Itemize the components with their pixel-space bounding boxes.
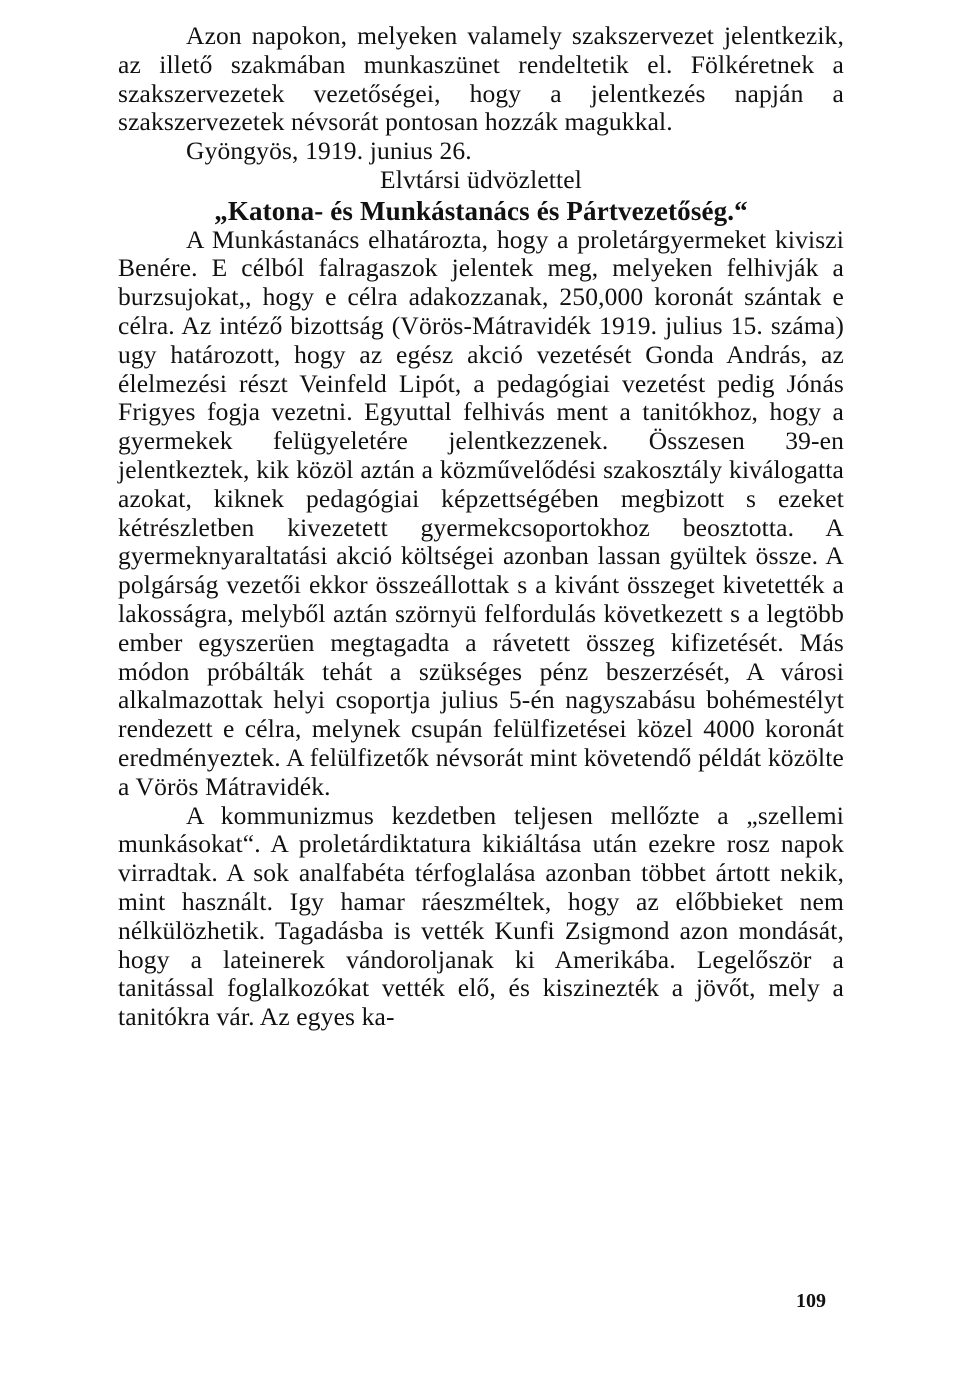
place-and-date: Gyöngyös, 1919. junius 26. — [186, 136, 472, 166]
page-number: 109 — [796, 1290, 826, 1312]
signature-heading: „Katona- és Munkástanács és Pártvezetőség.“ — [214, 195, 748, 226]
paragraph-children-holiday: A Munkástanács elhatározta, hogy a proletárgyermeket kiviszi Benére. E célból falragaszok jelentek meg, melyeken felhivják a burzsujokat,, hogy e célra adakozzanak, 250,000 koronát szántak e célra. Az intéző bizottság (Vörös-Mátravidék 1919. julius 15. száma) ugy határozott, hogy az egész akció vezetését Gonda András, az élelmezési részt Veinfeld Lipót, a pedagógiai vezetést pedig Jónás Frigyes fogja vezetni. Egyuttal felhivás ment a tanitókhoz, hogy a gyermekek felügyeletére jelentkezzenek. Összesen 39-en jelentkeztek, kik közöl aztán a közművelődési szakosztály kiválogatta azokat, kiknek pedagógiai képzettségében megbizott s ezeket kétrészletben kivezetett gyermekcsoportokhoz beosztotta. A gyermeknyaraltatási akció költségei azonban lassan gyültek össze. A polgárság vezetői ekkor összeállottak s a kivánt összeget kivetették a lakosságra, melyből aztán szörnyü felfordulás következett s a legtöbb ember egyszerüen megtagadta a rávetett összeg kifizetését. Más módon próbálták tehát a szükséges pénz beszerzését, A városi alkalmazottak helyi csoportja julius 5-én nagyszabásu bohémestélyt rendezett e célra, melynek csupán felülfizetései közel 4000 koronát eredményeztek. A felülfizetők névsorát mint követendő példát közölte a Vörös Mátravidék. — [118, 224, 844, 801]
paragraph-intellectual-workers: A kommunizmus kezdetben teljesen mellőzte a „szellemi munkásokat“. A proletárdiktatura kikiáltása után ezekre rosz napok virradtak. A sok analfabéta térfoglalása azonban többet ártott nekik, mint használt. Igy hamar ráeszméltek, hogy az előbbieket nem nélkülözhetik. Tagadásba is vették Kunfi Zsigmond azon mondását, hogy a lateinerek vándoroljanak ki Amerikába. Legelőször a tanitással foglalkozókat vették elő, és kiszinezték a jövőt, mely a tanitókra vár. Az egyes ka- — [118, 800, 844, 1032]
greeting: Elvtársi üdvözlettel — [380, 164, 582, 194]
paragraph-union-announcement: Azon napokon, melyeken valamely szakszervezet jelentkezik, az illető szakmában munkaszünet rendeltetik el. Fölkéretnek a szakszervezetek vezetőségei, hogy a jelentkezés napján a szakszervezetek névsorát pontosan hozzák magukkal. — [118, 21, 844, 137]
document-page — [118, 22, 844, 1032]
